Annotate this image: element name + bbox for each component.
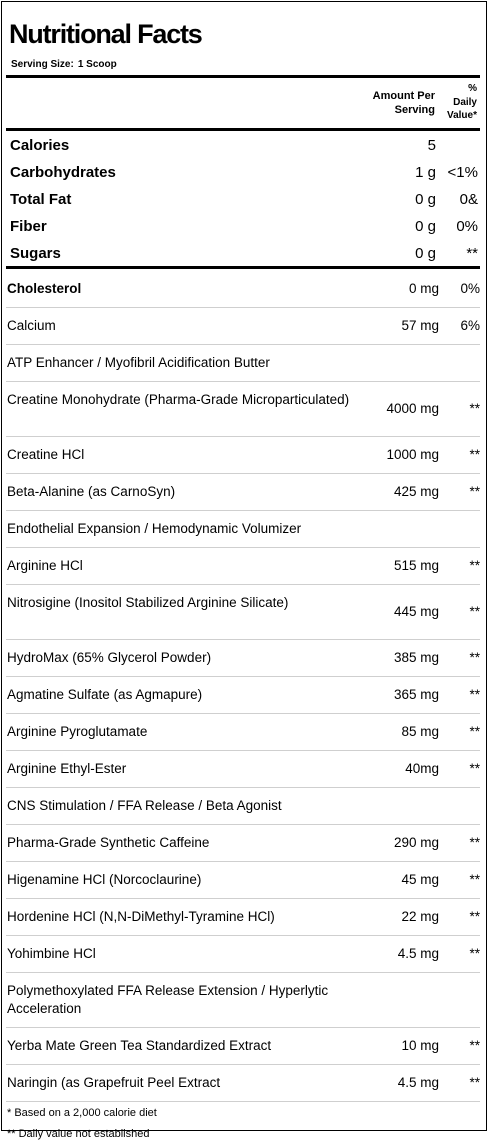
ingredient-name: Arginine HCl xyxy=(7,558,83,573)
table-row xyxy=(7,1037,479,1055)
ingredient-name: Creatine HCl xyxy=(7,447,85,462)
ingredient-amount: 85 mg xyxy=(401,724,439,739)
ingredient-daily-value: ** xyxy=(469,401,480,416)
table-row xyxy=(7,982,479,1018)
macro-row xyxy=(10,186,478,213)
ingredient-amount: 40mg xyxy=(405,761,439,776)
serving-size-value: 1 Scoop xyxy=(77,59,117,70)
ingredient-name: Calcium xyxy=(7,318,56,333)
ingredient-daily-value: ** xyxy=(469,724,480,739)
ingredient-daily-value: ** xyxy=(469,484,480,499)
table-row xyxy=(7,391,479,427)
macro-row xyxy=(10,213,478,240)
header-text: Serving xyxy=(394,104,435,116)
table-row xyxy=(7,797,479,815)
macro-row xyxy=(10,240,478,267)
ingredient-amount: 4000 mg xyxy=(386,401,439,416)
ingredient-name: Cholesterol xyxy=(7,281,82,296)
divider xyxy=(6,75,480,78)
ingredient-daily-value: ** xyxy=(469,1038,480,1053)
ingredient-daily-value: ** xyxy=(469,1075,480,1090)
macro-amount: 0 g xyxy=(415,218,436,235)
table-row xyxy=(7,354,479,372)
table-row xyxy=(7,594,479,630)
ingredient-daily-value: ** xyxy=(469,558,480,573)
macro-row xyxy=(10,132,478,159)
row-divider xyxy=(6,861,480,862)
ingredient-name: Arginine Ethyl-Ester xyxy=(7,761,127,776)
ingredient-amount: 22 mg xyxy=(401,909,439,924)
table-row xyxy=(7,483,479,501)
table-row xyxy=(7,1074,479,1092)
macro-daily-value: <1% xyxy=(447,164,478,181)
ingredient-name: Creatine Monohydrate (Pharma-Grade Microparticulated) xyxy=(7,392,350,407)
header-text: Daily xyxy=(453,96,477,108)
row-divider xyxy=(6,473,480,474)
ingredient-amount: 0 mg xyxy=(408,281,439,296)
ingredient-name: Pharma-Grade Synthetic Caffeine xyxy=(7,835,210,850)
row-divider xyxy=(6,547,480,548)
table-row xyxy=(7,871,479,889)
ingredient-amount: 290 mg xyxy=(393,835,439,850)
ingredient-name: Yohimbine HCl xyxy=(7,946,96,961)
row-divider xyxy=(6,972,480,973)
row-divider xyxy=(6,713,480,714)
ingredient-daily-value: ** xyxy=(469,872,480,887)
row-divider xyxy=(6,381,480,382)
ingredient-amount: 45 mg xyxy=(401,872,439,887)
ingredient-name: Polymethoxylated FFA Release Extension / Hyperlytic Acceleration xyxy=(7,983,329,1016)
ingredient-name: Hordenine HCl (N,N-DiMethyl-Tyramine HCl) xyxy=(7,909,275,924)
macro-daily-value: ** xyxy=(466,245,478,262)
nutrition-facts-panel xyxy=(1,1,487,1140)
ingredient-name: Higenamine HCl (Norcoclaurine) xyxy=(7,872,202,887)
row-divider xyxy=(6,1064,480,1065)
row-divider xyxy=(6,584,480,585)
ingredient-name: Arginine Pyroglutamate xyxy=(7,724,148,739)
row-divider xyxy=(6,676,480,677)
row-divider xyxy=(6,898,480,899)
table-row xyxy=(7,945,479,963)
divider xyxy=(6,128,480,131)
ingredient-amount: 385 mg xyxy=(393,650,439,665)
ingredient-daily-value: ** xyxy=(469,687,480,702)
ingredient-daily-value: 6% xyxy=(460,318,480,333)
table-row xyxy=(7,520,479,538)
header-text: Amount Per xyxy=(372,90,435,102)
ingredient-daily-value: ** xyxy=(469,604,480,619)
ingredient-amount: 445 mg xyxy=(393,604,439,619)
ingredient-daily-value: ** xyxy=(469,761,480,776)
header-text: % xyxy=(468,83,477,94)
macro-row xyxy=(10,159,478,186)
table-row xyxy=(7,280,479,298)
ingredient-daily-value: ** xyxy=(469,447,480,462)
ingredient-name: CNS Stimulation / FFA Release / Beta Agonist xyxy=(7,798,282,813)
row-divider xyxy=(6,1027,480,1028)
row-divider xyxy=(6,307,480,308)
macro-amount: 0 g xyxy=(415,191,436,208)
row-divider xyxy=(6,436,480,437)
row-divider xyxy=(6,935,480,936)
ingredient-amount: 365 mg xyxy=(393,687,439,702)
row-divider xyxy=(6,639,480,640)
macro-name: Carbohydrates xyxy=(10,164,116,181)
ingredient-amount: 1000 mg xyxy=(386,447,439,462)
row-divider xyxy=(6,344,480,345)
table-row xyxy=(7,686,479,704)
macro-daily-value: 0% xyxy=(456,218,478,235)
ingredient-amount: 515 mg xyxy=(393,558,439,573)
table-row xyxy=(7,446,479,464)
row-divider xyxy=(6,510,480,511)
serving-size-label: Serving Size: xyxy=(11,59,74,70)
ingredient-daily-value: ** xyxy=(469,650,480,665)
ingredient-name: Yerba Mate Green Tea Standardized Extract xyxy=(7,1038,272,1053)
table-row xyxy=(7,760,479,778)
row-divider xyxy=(6,750,480,751)
ingredient-daily-value: ** xyxy=(469,909,480,924)
ingredient-name: Beta-Alanine (as CarnoSyn) xyxy=(7,484,176,499)
daily-value-header xyxy=(437,82,477,123)
ingredient-amount: 4.5 mg xyxy=(397,946,439,961)
table-row xyxy=(7,723,479,741)
divider xyxy=(6,266,480,269)
table-row xyxy=(7,834,479,852)
amount-per-serving-header xyxy=(342,89,435,117)
ingredient-name: Endothelial Expansion / Hemodynamic Volumizer xyxy=(7,521,302,536)
ingredient-daily-value: ** xyxy=(469,835,480,850)
ingredient-amount: 425 mg xyxy=(393,484,439,499)
macro-amount: 5 xyxy=(427,137,436,154)
table-row xyxy=(7,557,479,575)
table-row xyxy=(7,317,479,335)
macro-name: Calories xyxy=(10,137,70,154)
macro-daily-value: 0& xyxy=(459,191,478,208)
ingredient-name: HydroMax (65% Glycerol Powder) xyxy=(7,650,212,665)
ingredient-amount: 4.5 mg xyxy=(397,1075,439,1090)
macro-name: Fiber xyxy=(10,218,47,235)
footnote: * Based on a 2,000 calorie diet xyxy=(7,1107,157,1119)
ingredient-daily-value: 0% xyxy=(460,281,480,296)
ingredient-name: Nitrosigine (Inositol Stabilized Arginine Silicate) xyxy=(7,595,289,610)
ingredient-amount: 57 mg xyxy=(401,318,439,333)
page-title: Nutritional Facts xyxy=(9,19,202,49)
ingredient-name: Agmatine Sulfate (as Agmapure) xyxy=(7,687,203,702)
macro-name: Total Fat xyxy=(10,191,72,208)
macro-amount: 1 g xyxy=(415,164,436,181)
table-row xyxy=(7,908,479,926)
macro-amount: 0 g xyxy=(415,245,436,262)
serving-size xyxy=(11,58,117,72)
macro-name: Sugars xyxy=(10,245,61,262)
ingredient-name: ATP Enhancer / Myofibril Acidification Butter xyxy=(7,355,270,370)
table-row xyxy=(7,649,479,667)
ingredient-name: Naringin (as Grapefruit Peel Extract xyxy=(7,1075,221,1090)
ingredient-daily-value: ** xyxy=(469,946,480,961)
header-text: Value* xyxy=(446,110,477,121)
row-divider xyxy=(6,787,480,788)
row-divider xyxy=(6,1101,480,1102)
ingredient-amount: 10 mg xyxy=(401,1038,439,1053)
row-divider xyxy=(6,824,480,825)
footnote: ** Daily value not established xyxy=(7,1128,150,1140)
